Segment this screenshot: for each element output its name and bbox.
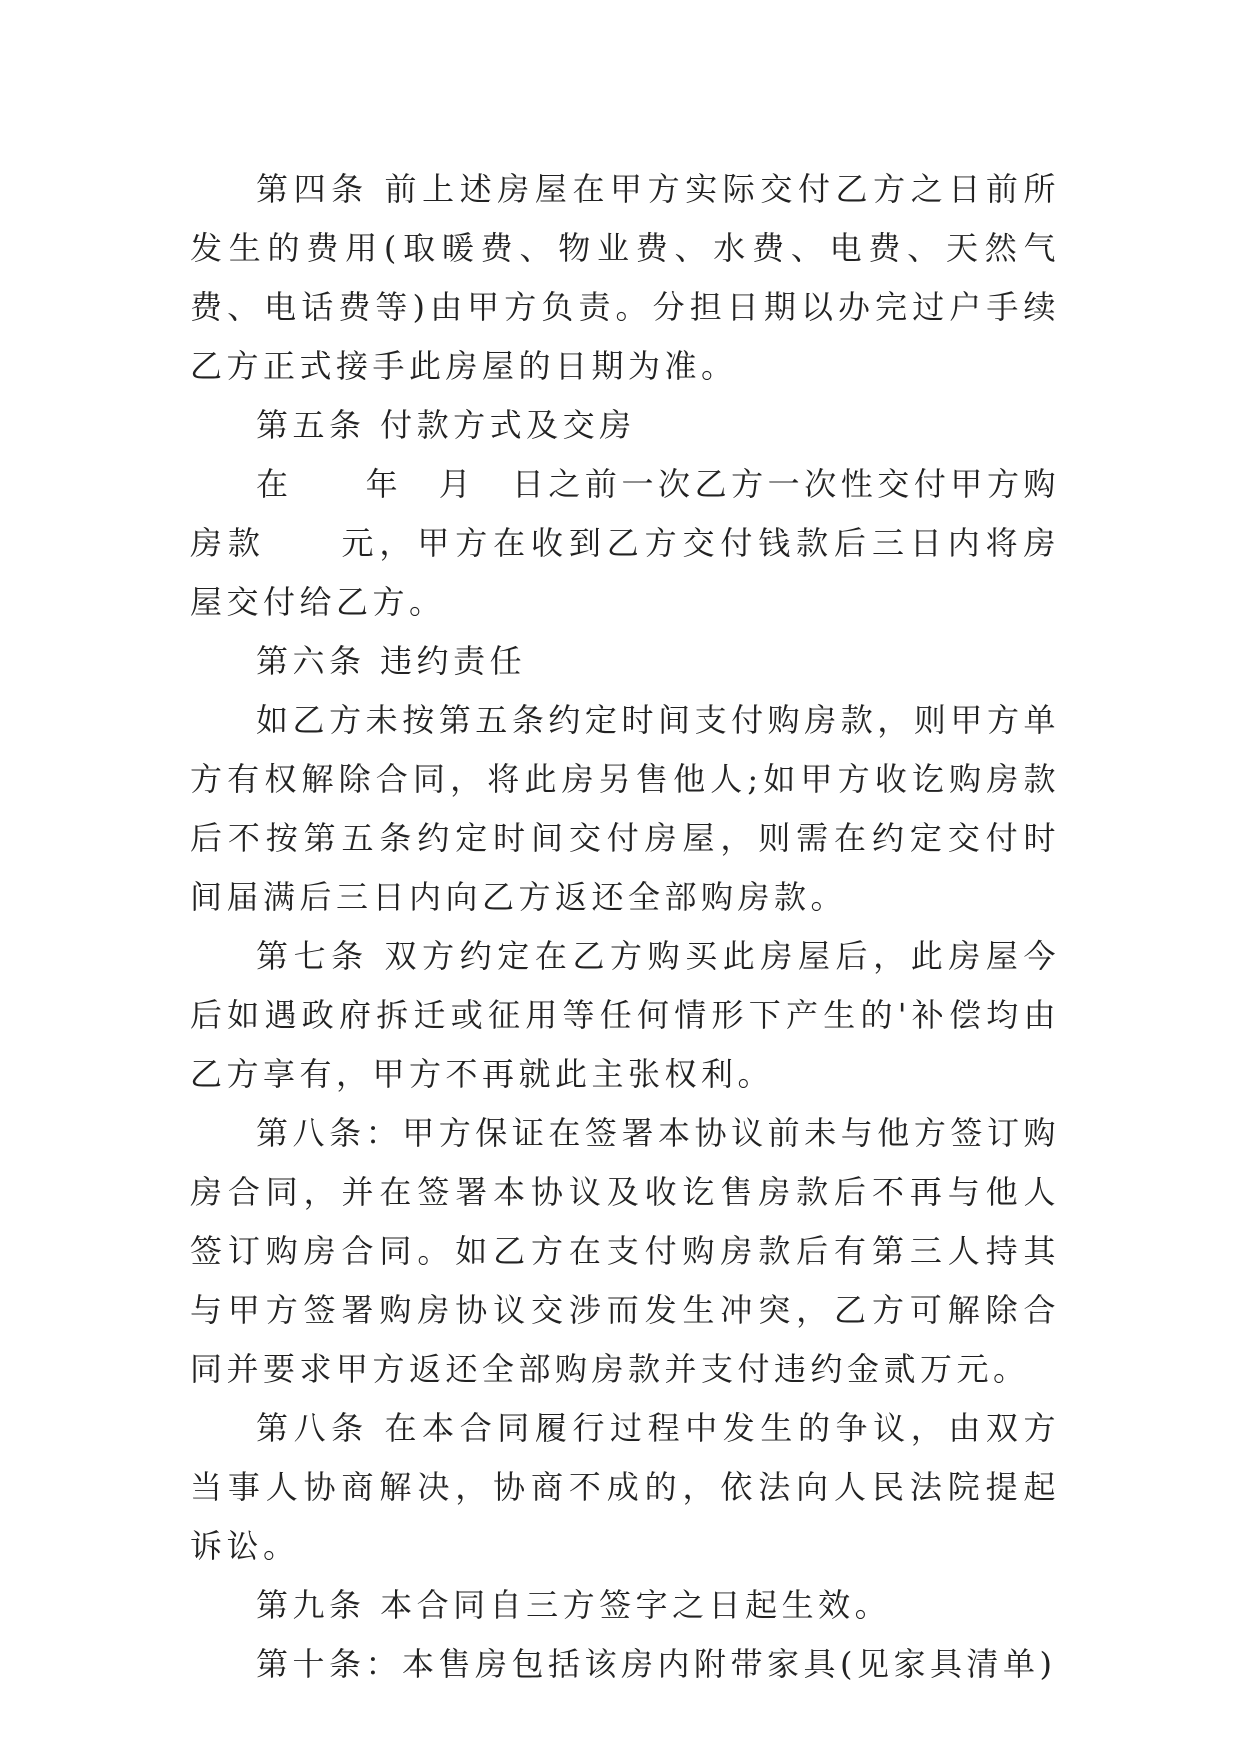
article-6-body: 如乙方未按第五条约定时间支付购房款，则甲方单方有权解除合同，将此房另售他人;如甲方收讫购房款后不按第五条约定时间交付房屋，则需在约定交付时间届满后三日内向乙方返还全部购房款。 xyxy=(190,701,1060,916)
article-8a-paragraph: 第八条：甲方保证在签署本协议前未与他方签订购房合同，并在签署本协议及收讫售房款后不再与他人签订购房合同。如乙方在支付购房款后有第三人持其与甲方签署购房协议交涉而发生冲突，乙方可解除合同并要求甲方返还全部购房款并支付违约金贰万元。 xyxy=(190,1114,1060,1388)
article-8b-paragraph: 第八条 在本合同履行过程中发生的争议，由双方当事人协商解决，协商不成的，依法向人民法院提起诉讼。 xyxy=(190,1409,1060,1565)
article-9-paragraph: 第九条 本合同自三方签字之日起生效。 xyxy=(256,1586,892,1624)
document-page xyxy=(190,160,1060,1694)
article-5-body: 在 年 月 日之前一次乙方一次性交付甲方购房款 元，甲方在收到乙方交付钱款后三日内将房屋交付给乙方。 xyxy=(190,465,1060,621)
article-6-heading: 第六条 违约责任 xyxy=(256,642,527,680)
article-10-paragraph: 第十条：本售房包括该房内附带家具(见家具清单) xyxy=(256,1645,1057,1683)
article-5-heading: 第五条 付款方式及交房 xyxy=(256,406,636,444)
article-7-paragraph: 第七条 双方约定在乙方购买此房屋后，此房屋今后如遇政府拆迁或征用等任何情形下产生的'补偿均由乙方享有，甲方不再就此主张权利。 xyxy=(190,937,1060,1093)
article-4-paragraph: 第四条 前上述房屋在甲方实际交付乙方之日前所发生的费用(取暖费、物业费、水费、电费、天然气费、电话费等)由甲方负责。分担日期以办完过户手续乙方正式接手此房屋的日期为准。 xyxy=(190,170,1060,385)
